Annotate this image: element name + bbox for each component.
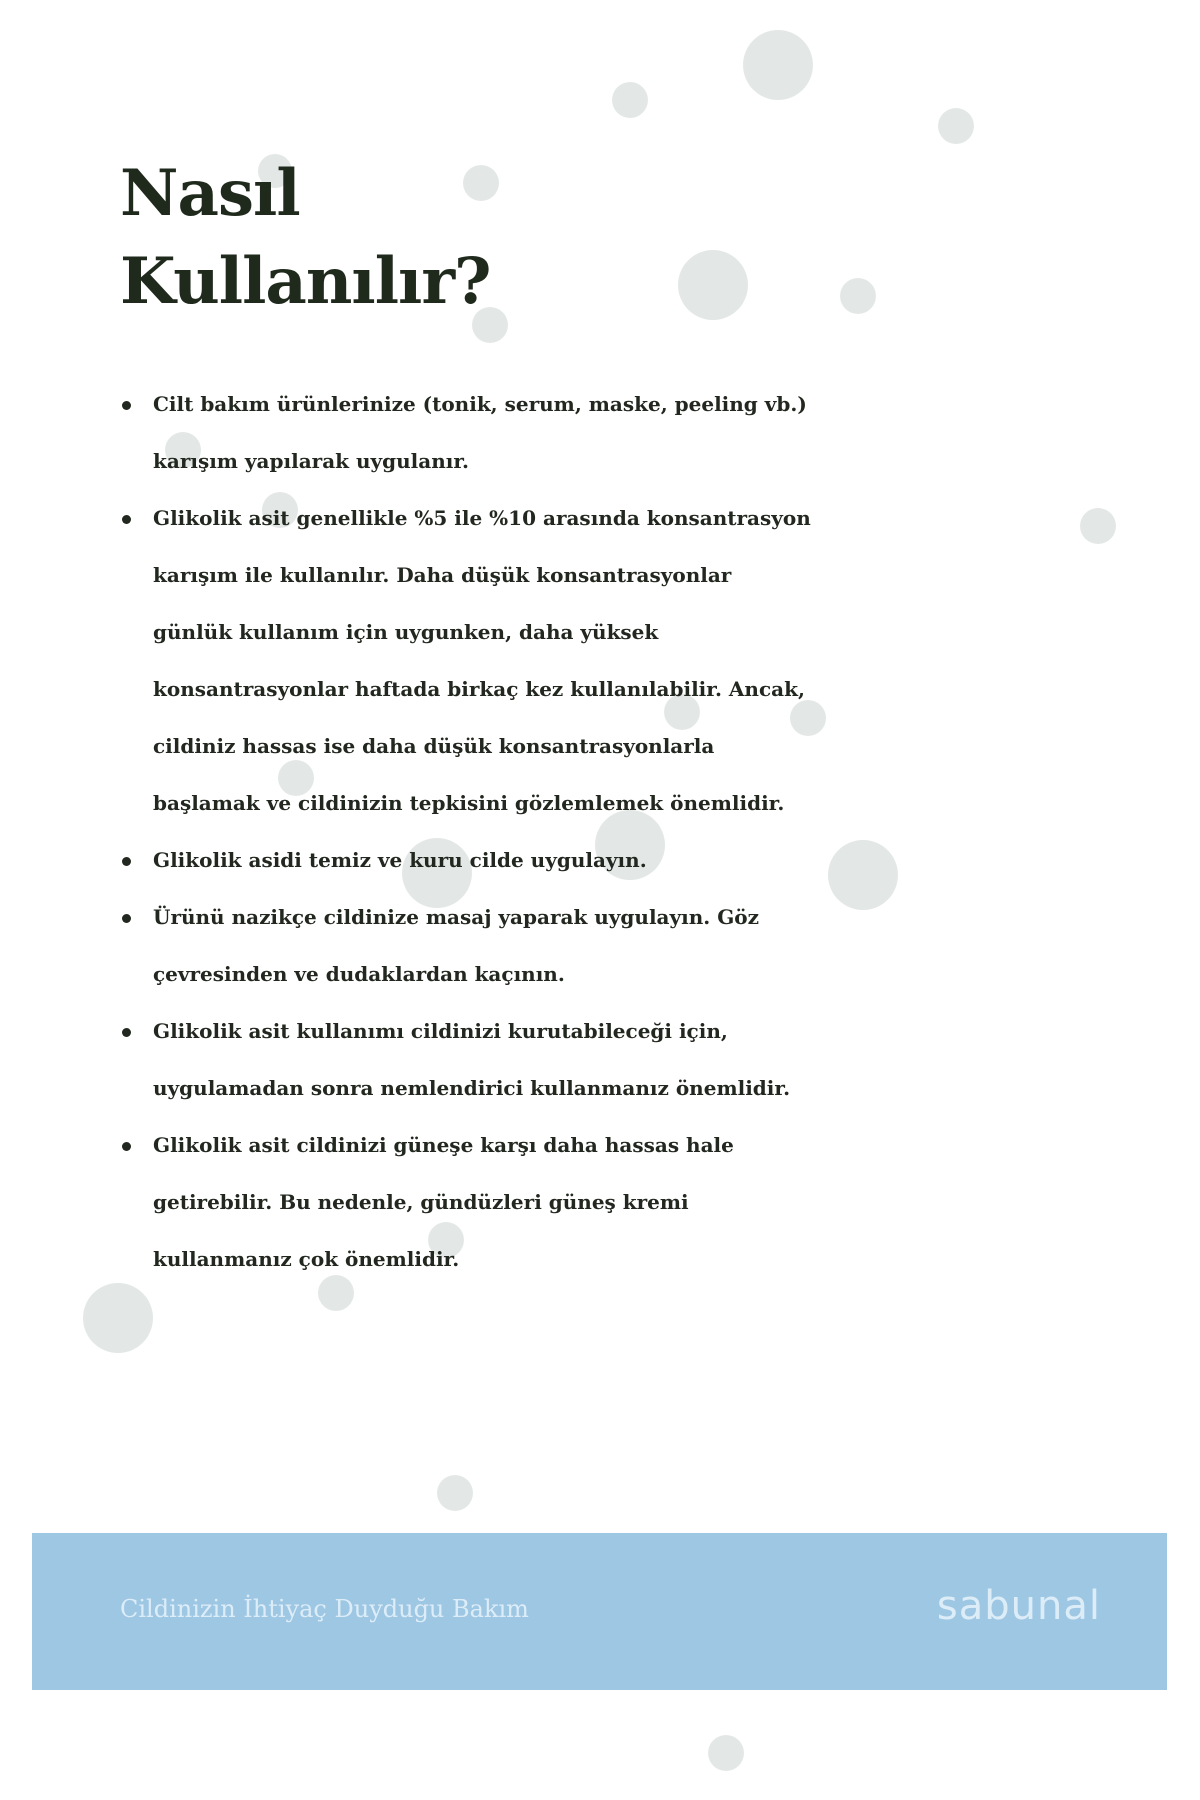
instruction-line: günlük kullanım için uygunken, daha yüksek [153,620,659,644]
instruction-line: Ürünü nazikçe cildinize masaj yaparak uygulayın. Göz [153,905,759,929]
decorative-dot [437,1475,473,1511]
instruction-line: başlamak ve cildinizin tepkisini gözlemlemek önemlidir. [153,791,785,815]
title-line: Nasıl [120,156,300,231]
decorative-dot [612,82,648,118]
instruction-line: cildiniz hassas ise daha düşük konsantrasyonlarla [153,734,715,758]
instruction-line: karışım yapılarak uygulanır. [153,449,470,473]
instruction-line: getirebilir. Bu nedenle, gündüzleri güneş kremi [153,1190,689,1214]
bullet-icon [122,1028,131,1037]
instruction-item [118,490,1098,832]
instruction-line: Glikolik asit kullanımı cildinizi kurutabileceği için, [153,1019,728,1043]
instruction-line: uygulamadan sonra nemlendirici kullanmanız önemlidir. [153,1076,791,1100]
bullet-icon [122,857,131,866]
instruction-line: Cilt bakım ürünlerinize (tonik, serum, maske, peeling vb.) [153,392,807,416]
instruction-line: Glikolik asit cildinizi güneşe karşı daha hassas hale [153,1133,734,1157]
decorative-dot [938,108,974,144]
bullet-icon [122,401,131,410]
title-line: Kullanılır? [120,244,491,319]
decorative-dot [743,30,813,100]
footer-band [32,1533,1167,1690]
instruction-line: konsantrasyonlar haftada birkaç kez kullanılabilir. Ancak, [153,677,805,701]
instruction-item [118,889,1098,1003]
decorative-dot [83,1283,153,1353]
bullet-icon [122,914,131,923]
instruction-item [118,1117,1098,1288]
instruction-list [118,376,1098,1288]
instruction-line: çevresinden ve dudaklardan kaçının. [153,962,565,986]
footer-tagline: Cildinizin İhtiyaç Duyduğu Bakım [120,1595,529,1623]
instruction-item [118,1003,1098,1117]
decorative-dot [840,278,876,314]
instruction-line: Glikolik asidi temiz ve kuru cilde uygulayın. [153,848,647,872]
instruction-item [118,832,1098,889]
instruction-item [118,376,1098,490]
decorative-dot [708,1735,744,1771]
bullet-icon [122,515,131,524]
decorative-dot [678,250,748,320]
brand-logo: sabunal [936,1583,1101,1629]
instruction-line: karışım ile kullanılır. Daha düşük konsantrasyonlar [153,563,732,587]
page-title [120,150,491,326]
instruction-line: kullanmanız çok önemlidir. [153,1247,460,1271]
instruction-line: Glikolik asit genellikle %5 ile %10 arasında konsantrasyon [153,506,811,530]
bullet-icon [122,1142,131,1151]
